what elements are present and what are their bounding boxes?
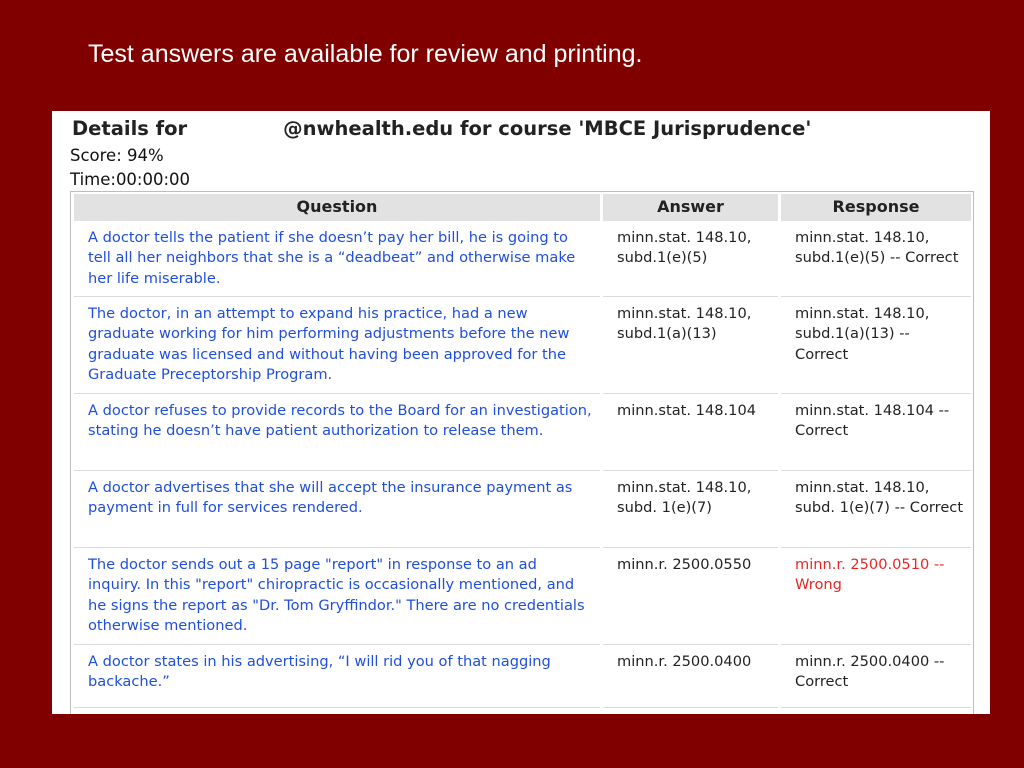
column-header-answer: Answer	[603, 194, 778, 221]
details-heading-prefix: Details for	[72, 117, 188, 140]
question-link[interactable]: A doctor tells the patient if she doesn’t pay her bill, he is going to tell all her neighbors that she is a “deadbeat” and otherwise make her life miserable.	[74, 223, 600, 297]
question-link[interactable]: A doctor refuses to provide records to the Board for an investigation, stating he doesn’t have patient authorization to release them.	[74, 396, 600, 471]
column-header-response: Response	[781, 194, 971, 221]
score-text: Score: 94%	[70, 146, 164, 165]
answer-cell: minn.stat. 148.10, subd.1(a)(13)	[603, 299, 778, 394]
answer-cell: minn.r. 2500.0550	[603, 550, 778, 645]
table-header-row	[74, 194, 971, 221]
time-text: Time:00:00:00	[70, 170, 191, 189]
table-row	[74, 473, 971, 548]
details-heading	[72, 117, 811, 140]
answer-cell: minn.stat. 148.10, subd.1(e)(5)	[603, 223, 778, 297]
question-link[interactable]: A doctor states in his advertising, “I will rid you of that nagging backache.”	[74, 647, 600, 708]
response-cell-wrong: minn.r. 2500.0510 -- Wrong	[781, 550, 971, 645]
question-link[interactable]: The doctor, in an attempt to expand his practice, had a new graduate working for him performing adjustments before the new graduate was licensed and without having been approved for the Graduate Preceptorship Program.	[74, 299, 600, 394]
details-panel	[52, 111, 990, 714]
table-row	[74, 299, 971, 394]
response-cell: minn.stat. 148.104 -- Correct	[781, 396, 971, 471]
response-cell: minn.r. 2500.0400 -- Correct	[781, 647, 971, 708]
table-row	[74, 550, 971, 645]
table-row	[74, 647, 971, 708]
results-table-container	[70, 191, 974, 714]
slide-title: Test answers are available for review and printing.	[88, 40, 643, 68]
answer-cell: minn.stat. 148.10, subd. 1(e)(7)	[603, 473, 778, 548]
response-cell: minn.stat. 148.10, subd.1(e)(5) -- Correct	[781, 223, 971, 297]
results-table	[71, 192, 974, 710]
details-heading-suffix: @nwhealth.edu for course 'MBCE Jurisprudence'	[283, 117, 812, 140]
question-link[interactable]: A doctor advertises that she will accept the insurance payment as payment in full for services rendered.	[74, 473, 600, 548]
answer-cell: minn.r. 2500.0400	[603, 647, 778, 708]
table-row	[74, 223, 971, 297]
response-cell: minn.stat. 148.10, subd.1(a)(13) -- Correct	[781, 299, 971, 394]
response-cell: minn.stat. 148.10, subd. 1(e)(7) -- Correct	[781, 473, 971, 548]
answer-cell: minn.stat. 148.104	[603, 396, 778, 471]
question-link[interactable]: The doctor sends out a 15 page "report" in response to an ad inquiry. In this "report" chiropractic is occasionally mentioned, and he signs the report as "Dr. Tom Gryffindor." There are no credentials otherwise mentioned.	[74, 550, 600, 645]
column-header-question: Question	[74, 194, 600, 221]
table-row	[74, 396, 971, 471]
